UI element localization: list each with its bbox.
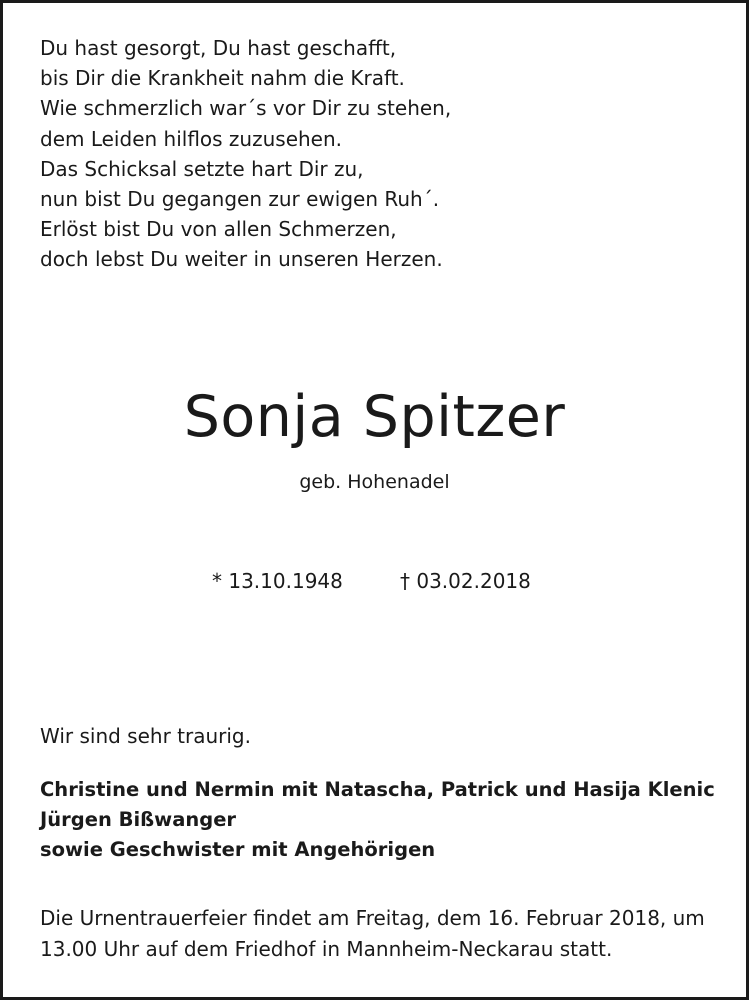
poem-line: Du hast gesorgt, Du hast geschafft, — [40, 36, 397, 60]
mourning-message: Wir sind sehr traurig. — [40, 724, 251, 748]
service-notice — [40, 903, 705, 965]
poem-line: Das Schicksal setzte hart Dir zu, — [40, 156, 364, 181]
death-date: † 03.02.2018 — [400, 569, 531, 593]
poem-line: Erlöst bist Du von allen Schmerzen, — [40, 217, 397, 242]
mourners-list — [40, 775, 715, 865]
mourner-line: Christine und Nermin mit Natascha, Patrick und Hasija Klenic — [40, 778, 715, 801]
birth-date: * 13.10.1948 — [212, 569, 343, 593]
deceased-name: Sonja Spitzer — [183, 384, 566, 450]
poem — [40, 33, 451, 275]
service-notice-line: 13.00 Uhr auf dem Friedhof in Mannheim-Neckarau statt. — [40, 937, 613, 961]
poem-line: Wie schmerzlich war´s vor Dir zu stehen, — [40, 96, 452, 121]
service-notice-line: Die Urnentrauerfeier findet am Freitag, dem 16. Februar 2018, um — [40, 906, 705, 930]
maiden-name: geb. Hohenadel — [299, 471, 450, 493]
poem-line: dem Leiden hilflos zuzusehen. — [40, 126, 343, 151]
poem-line: bis Dir die Krankheit nahm die Kraft. — [40, 66, 405, 91]
poem-line: nun bist Du gegangen zur ewigen Ruh´. — [40, 187, 440, 212]
poem-line: doch lebst Du weiter in unseren Herzen. — [40, 247, 443, 272]
mourner-line: sowie Geschwister mit Angehörigen — [40, 838, 436, 861]
mourner-line: Jürgen Bißwanger — [40, 808, 237, 831]
